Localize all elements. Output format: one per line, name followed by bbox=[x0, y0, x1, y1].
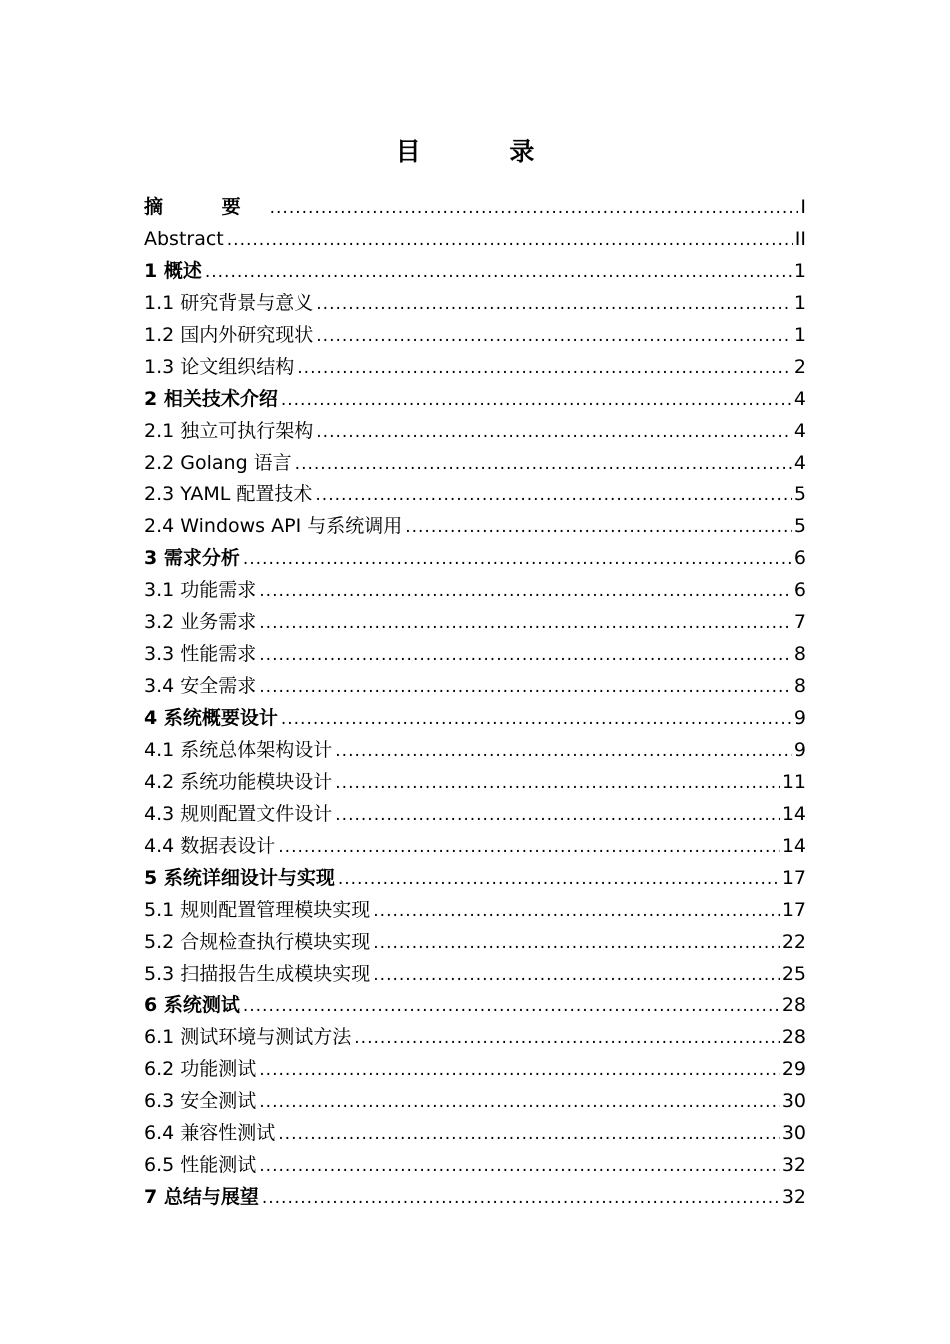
toc-entry[interactable] bbox=[144, 1182, 806, 1214]
toc-entry[interactable] bbox=[144, 1118, 806, 1150]
toc-entry-page-number: I bbox=[800, 196, 806, 218]
toc-entry-page-number: 9 bbox=[793, 707, 806, 729]
toc-entry[interactable] bbox=[144, 320, 806, 352]
toc-entry-page-number: II bbox=[794, 227, 806, 250]
toc-entry-label: Abstract bbox=[144, 227, 224, 250]
toc-entry-page-number: 22 bbox=[781, 930, 806, 953]
toc-entry-page-number: 17 bbox=[781, 898, 806, 921]
dot-leader bbox=[259, 575, 792, 608]
toc-entry[interactable] bbox=[144, 735, 806, 767]
dot-leader bbox=[243, 543, 792, 576]
toc-entry[interactable] bbox=[144, 863, 806, 895]
toc-entry-label: 2 相关技术介绍 bbox=[144, 387, 278, 410]
dot-leader bbox=[316, 320, 792, 353]
toc-entry-label: 5.1 规则配置管理模块实现 bbox=[144, 898, 371, 921]
toc-entry[interactable] bbox=[144, 927, 806, 959]
toc-entry[interactable] bbox=[144, 384, 806, 416]
dot-leader bbox=[354, 1022, 780, 1055]
toc-entry[interactable] bbox=[144, 192, 806, 224]
toc-entry-page-number: 28 bbox=[781, 994, 806, 1017]
dot-leader bbox=[281, 384, 792, 417]
toc-entry[interactable] bbox=[144, 288, 806, 320]
toc-entry-label: 5.2 合规检查执行模块实现 bbox=[144, 930, 371, 953]
toc-entry-page-number: 5 bbox=[793, 483, 806, 506]
toc-entry[interactable] bbox=[144, 703, 806, 735]
toc-entry[interactable] bbox=[144, 990, 806, 1022]
toc-entry-page-number: 14 bbox=[781, 802, 806, 825]
toc-entry-page-number: 8 bbox=[793, 643, 806, 666]
dot-leader bbox=[373, 927, 780, 960]
toc-entry[interactable] bbox=[144, 543, 806, 575]
toc-entry-label: 1 概述 bbox=[144, 259, 202, 282]
toc-entry-page-number: 17 bbox=[781, 866, 806, 889]
dot-leader bbox=[297, 352, 792, 385]
toc-entry-label: 5 系统详细设计与实现 bbox=[144, 866, 335, 889]
toc-entry-page-number: 4 bbox=[793, 387, 806, 410]
toc-entry-page-number: 32 bbox=[781, 1154, 806, 1177]
toc-entry[interactable] bbox=[144, 671, 806, 703]
toc-entry[interactable] bbox=[144, 639, 806, 671]
toc-entry-label: 3.3 性能需求 bbox=[144, 643, 257, 666]
dot-leader bbox=[205, 256, 792, 289]
dot-leader bbox=[338, 863, 780, 896]
dot-leader bbox=[281, 703, 792, 736]
toc-entry-label: 7 总结与展望 bbox=[144, 1186, 259, 1209]
toc-entry[interactable] bbox=[144, 895, 806, 927]
toc-entry-label: 6.3 安全测试 bbox=[144, 1090, 257, 1113]
toc-entry-label: 摘 要 bbox=[144, 196, 267, 218]
toc-entry[interactable] bbox=[144, 799, 806, 831]
toc-entry[interactable] bbox=[144, 416, 806, 448]
toc-entry-page-number: 6 bbox=[793, 547, 806, 570]
dot-leader bbox=[259, 671, 792, 704]
toc-entry-label: 1.2 国内外研究现状 bbox=[144, 323, 314, 346]
toc-entry-page-number: 11 bbox=[781, 770, 806, 793]
toc-entry-page-number: 4 bbox=[793, 451, 806, 474]
toc-entry-page-number: 9 bbox=[793, 738, 806, 761]
toc-entry-label: 6.2 功能测试 bbox=[144, 1058, 257, 1081]
toc-entry-page-number: 1 bbox=[793, 323, 806, 346]
dot-leader bbox=[243, 990, 780, 1023]
toc-entry-label: 1.1 研究背景与意义 bbox=[144, 291, 314, 314]
toc-entry-label: 3.2 业务需求 bbox=[144, 611, 257, 634]
toc-entry-page-number: 29 bbox=[781, 1058, 806, 1081]
dot-leader bbox=[259, 639, 792, 672]
toc-entry-label: 6.5 性能测试 bbox=[144, 1154, 257, 1177]
dot-leader bbox=[373, 959, 780, 992]
toc-entry-page-number: 5 bbox=[793, 515, 806, 538]
toc-entry[interactable] bbox=[144, 1054, 806, 1086]
toc-entry-page-number: 8 bbox=[793, 675, 806, 698]
toc-entry-label: 2.3 YAML 配置技术 bbox=[144, 483, 313, 506]
dot-leader bbox=[316, 288, 792, 321]
dot-leader bbox=[405, 511, 792, 544]
toc-entry-page-number: 25 bbox=[781, 962, 806, 985]
dot-leader bbox=[335, 735, 792, 768]
toc-entry-label: 4.3 规则配置文件设计 bbox=[144, 802, 333, 825]
toc-entry-label: 3.4 安全需求 bbox=[144, 675, 257, 698]
toc-entry[interactable] bbox=[144, 224, 806, 256]
dot-leader bbox=[262, 1182, 780, 1215]
toc-entry-page-number: 6 bbox=[793, 579, 806, 602]
toc-entry[interactable] bbox=[144, 479, 806, 511]
toc-entry-label: 1.3 论文组织结构 bbox=[144, 355, 295, 378]
toc-entry-label: 4.1 系统总体架构设计 bbox=[144, 738, 333, 761]
toc-entry[interactable] bbox=[144, 959, 806, 991]
toc-entry-label: 4.4 数据表设计 bbox=[144, 834, 276, 857]
dot-leader bbox=[335, 767, 780, 800]
toc-entry-label: 4 系统概要设计 bbox=[144, 707, 278, 729]
dot-leader bbox=[295, 448, 792, 481]
dot-leader bbox=[278, 1118, 780, 1151]
dot-leader bbox=[278, 831, 780, 864]
toc-entry[interactable] bbox=[144, 352, 806, 384]
dot-leader bbox=[227, 224, 793, 257]
toc-entry-page-number: 1 bbox=[793, 291, 806, 314]
toc-entry[interactable] bbox=[144, 1150, 806, 1182]
toc-entry[interactable] bbox=[144, 448, 806, 480]
toc-entry-page-number: 14 bbox=[781, 834, 806, 857]
toc-entry[interactable] bbox=[144, 831, 806, 863]
toc-entry[interactable] bbox=[144, 1022, 806, 1054]
toc-entry[interactable] bbox=[144, 575, 806, 607]
toc-entry-label: 5.3 扫描报告生成模块实现 bbox=[144, 962, 371, 985]
dot-leader bbox=[315, 479, 792, 512]
dot-leader bbox=[259, 1054, 780, 1087]
toc-entry-label: 2.1 独立可执行架构 bbox=[144, 419, 314, 442]
toc-entry[interactable] bbox=[144, 256, 806, 288]
dot-leader bbox=[259, 1086, 780, 1119]
page-title: 目 录 bbox=[395, 137, 575, 166]
toc-entry[interactable] bbox=[144, 1086, 806, 1118]
toc-entry-page-number: 4 bbox=[793, 419, 806, 442]
toc-entry-page-number: 7 bbox=[793, 611, 806, 634]
toc-entry-label: 2.2 Golang 语言 bbox=[144, 451, 292, 474]
dot-leader bbox=[335, 799, 780, 832]
toc-entry-page-number: 32 bbox=[781, 1186, 806, 1209]
dot-leader bbox=[316, 416, 792, 449]
toc-entry-label: 3 需求分析 bbox=[144, 547, 240, 570]
toc-entry-label: 4.2 系统功能模块设计 bbox=[144, 770, 333, 793]
dot-leader bbox=[259, 607, 792, 640]
toc-entry-label: 2.4 Windows API 与系统调用 bbox=[144, 515, 403, 538]
dot-leader bbox=[373, 895, 780, 928]
table-of-contents bbox=[144, 192, 806, 1214]
toc-entry-page-number: 2 bbox=[793, 355, 806, 378]
dot-leader bbox=[259, 1150, 780, 1183]
toc-entry-page-number: 30 bbox=[781, 1122, 806, 1145]
toc-entry[interactable] bbox=[144, 767, 806, 799]
toc-entry-label: 6.4 兼容性测试 bbox=[144, 1122, 276, 1145]
toc-entry-page-number: 28 bbox=[781, 1026, 806, 1049]
dot-leader bbox=[270, 192, 799, 225]
toc-entry-label: 6 系统测试 bbox=[144, 994, 240, 1017]
toc-entry[interactable] bbox=[144, 511, 806, 543]
toc-entry[interactable] bbox=[144, 607, 806, 639]
toc-entry-page-number: 30 bbox=[781, 1090, 806, 1113]
toc-entry-page-number: 1 bbox=[793, 259, 806, 282]
toc-entry-label: 3.1 功能需求 bbox=[144, 579, 257, 602]
toc-entry-label: 6.1 测试环境与测试方法 bbox=[144, 1026, 352, 1049]
